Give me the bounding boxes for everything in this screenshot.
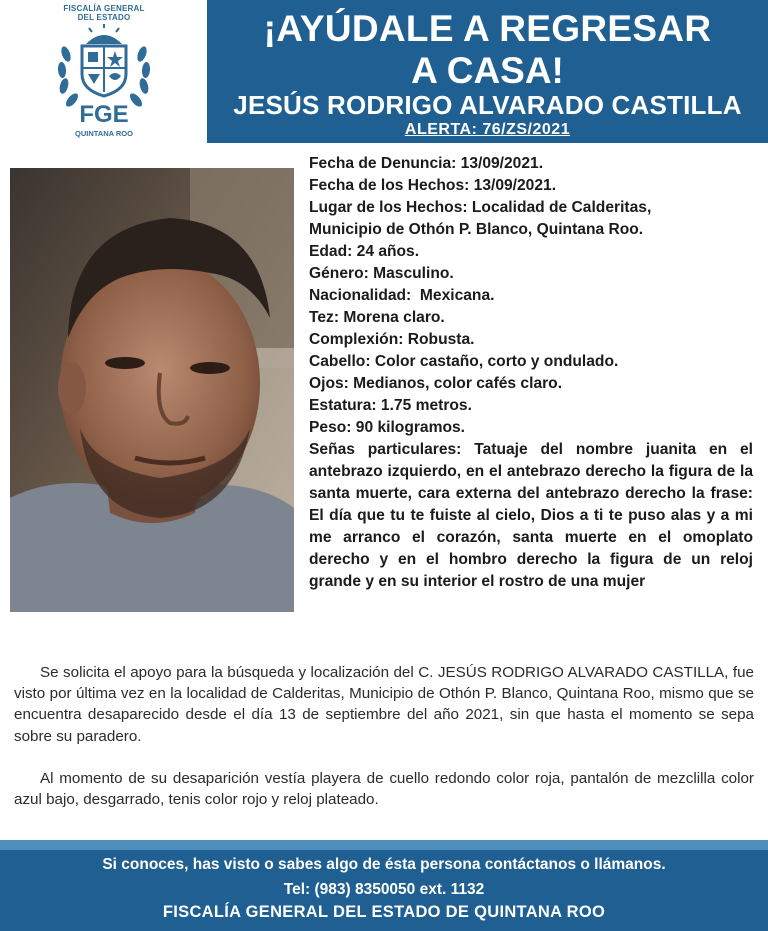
detail-peso: Peso: 90 kilogramos. (309, 419, 465, 436)
person-photo (10, 168, 294, 612)
alert-number: ALERTA: 76/ZS/2021 (404, 121, 571, 138)
footer-phone: Tel: (983) 8350050 ext. 1132 (283, 881, 485, 898)
logo-top-text-2: DEL ESTADO (77, 13, 131, 22)
detail-tez: Tez: Morena claro. (309, 309, 445, 326)
person-name: JESÚS RODRIGO ALVARADO CASTILLA (233, 90, 742, 120)
detail-nacionalidad: Nacionalidad: Mexicana. (309, 287, 495, 304)
search-request-paragraph: Se solicita el apoyo para la búsqueda y localización del C. JESÚS RODRIGO ALVARADO CASTILLA, fue visto por última vez en la localidad de Calderitas, Municipio de Othón P. Blanco, Quintana Roo, mismo que se encuentra desaparecido desde el día 13 de septiembre del año 2021, sin que hasta el momento se sepa sobre su paradero. (14, 664, 754, 745)
detail-senas-particulares: Señas particulares: Tatuaje del nombre juanita en el antebrazo izquierdo, en el antebrazo derecho la figura de la santa muerte, cara externa del antebrazo derecho la frase: El día que tu te fuiste al cielo, Dios a ti te puso alas y a mi me arranco el corazón, santa muerte en el omoplato derecho y en el hombro derecho la figura de un reloj grande y en su interior el rostro de una mujer (309, 441, 753, 590)
title-line-1: ¡AYÚDALE A REGRESAR (263, 8, 712, 49)
clothing-paragraph: Al momento de su desaparición vestía playera de cuello redondo color roja, pantalón de mezclilla color azul bajo, desgarrado, tenis color rojo y reloj plateado. (14, 770, 754, 809)
detail-estatura: Estatura: 1.75 metros. (309, 397, 472, 414)
detail-edad: Edad: 24 años. (309, 243, 420, 260)
logo-top-text-1: FISCALÍA GENERAL (63, 4, 145, 13)
detail-ojos: Ojos: Medianos, color cafés claro. (309, 375, 563, 392)
detail-lugar-line-2: Municipio de Othón P. Blanco, Quintana Roo. (309, 221, 644, 238)
footer-call-to-action: Si conoces, has visto o sabes algo de ésta persona contáctanos o llámanos. (102, 856, 666, 873)
logo-acronym: FGE (79, 101, 129, 128)
logo-bottom-text: QUINTANA ROO (75, 129, 133, 138)
detail-fecha-hechos: Fecha de los Hechos: 13/09/2021. (309, 177, 557, 194)
fge-logo (46, 4, 162, 144)
footer-stripe (0, 840, 768, 850)
title-line-2: A CASA! (411, 50, 564, 91)
detail-genero: Género: Masculino. (309, 265, 454, 282)
person-details (309, 153, 753, 593)
header-banner (207, 0, 768, 143)
detail-lugar-line-1: Lugar de los Hechos: Localidad de Calderitas, (309, 199, 652, 216)
detail-cabello: Cabello: Color castaño, corto y ondulado. (309, 353, 619, 370)
footer-agency-name: FISCALÍA GENERAL DEL ESTADO DE QUINTANA ROO (162, 903, 606, 921)
detail-complexion: Complexión: Robusta. (309, 331, 475, 348)
person-portrait-icon (10, 168, 294, 612)
contact-footer (0, 840, 768, 931)
detail-fecha-denuncia: Fecha de Denuncia: 13/09/2021. (309, 155, 544, 172)
state-shield-emblem-icon (54, 24, 154, 128)
